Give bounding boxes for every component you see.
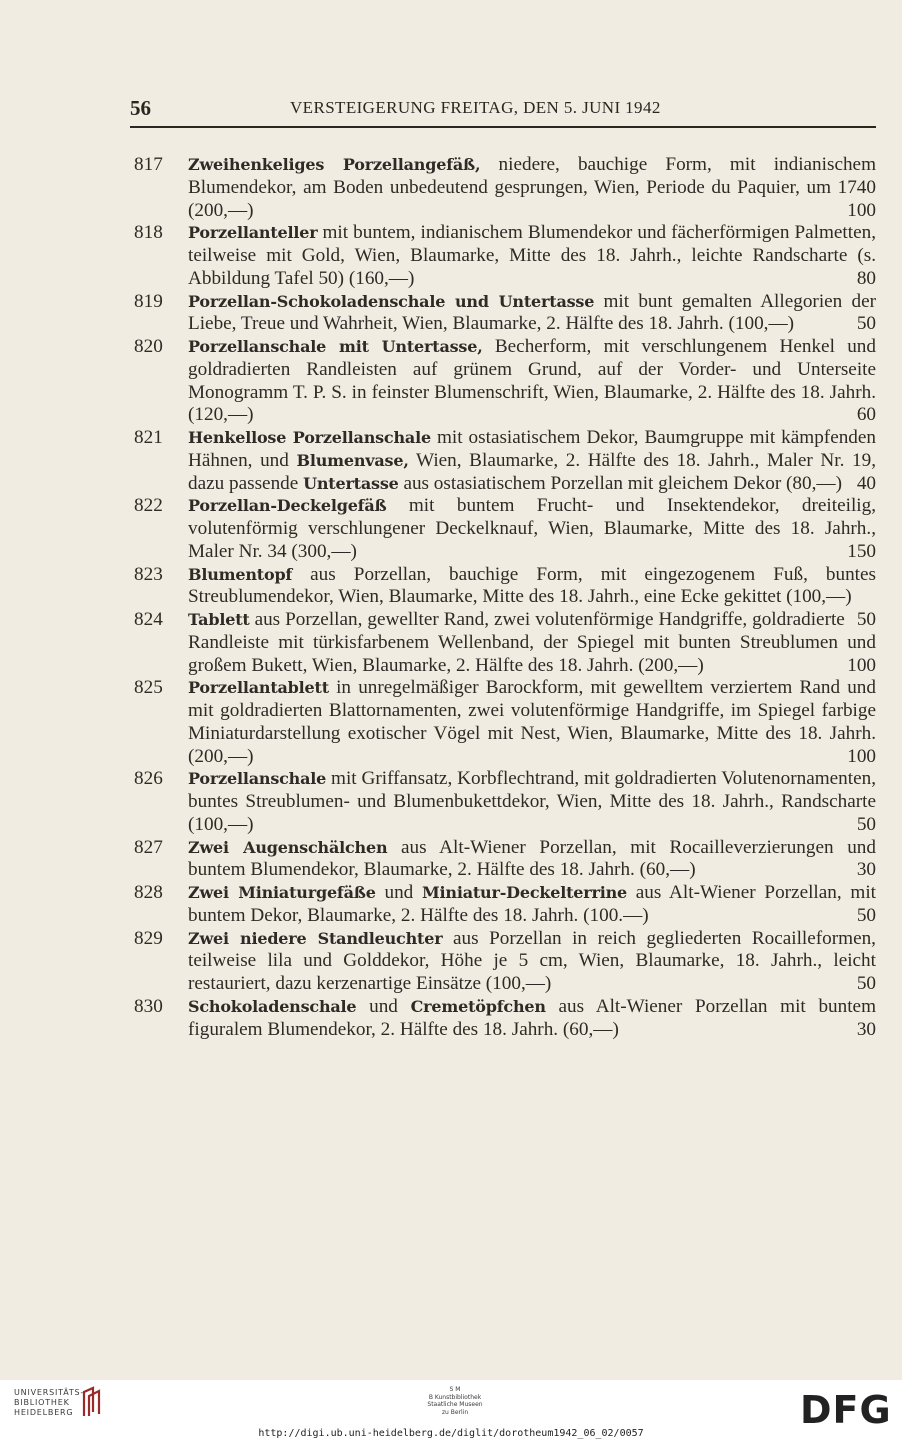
lot-number: 821 [134,427,163,448]
university-line: UNIVERSITÄTS- [14,1388,85,1397]
lot-number: 824 [134,609,163,630]
page-header [130,96,876,128]
lot-number: 826 [134,768,163,790]
lot-number: 830 [134,995,163,1017]
lot-number: 817 [134,154,163,175]
museum-line: B Kunstbibliothek [428,1393,482,1401]
lot-entry [130,222,876,290]
lot-price: 100 [847,199,876,221]
lot-price: 50 [856,973,876,994]
lot-description [188,677,876,768]
museum-line: S M [449,1386,461,1393]
lot-text: aus Alt-Wiener Porzellan mit buntem figuralem Blumendekor, 2. Hälfte des 18. Jahrh. (60,—) [188,995,877,1040]
university-library-text [14,1388,84,1418]
lot-text: mit buntem Frucht- und Insektendekor, dreiteilig, volutenförmig verschlungener Deckelknauf, Wien, Blaumarke, Mitte des 18. Jahrh., Maler Nr. 34 (300,—) [188,495,876,562]
lot-description [188,495,876,563]
university-logo-icon [80,1386,106,1418]
lot-entry [130,427,876,495]
lot-description [188,609,876,677]
lot-text: niedere, bauchige Form, mit indianischem Blumendekor, am Boden unbedeutend gesprungen, Wien, Periode du Paquier, um 1740 (200,—) [188,154,877,221]
page-number: 56 [130,96,151,120]
lot-entry [130,154,876,222]
lot-entry [130,996,876,1042]
lot-title: Porzellanschale mit Untertasse, [188,337,483,356]
lot-title: Porzellantablett [188,678,329,698]
university-line: HEIDELBERG [14,1408,74,1417]
lot-price: 50 [856,313,876,335]
auction-lot-list [130,154,876,1041]
running-head: VERSTEIGERUNG FREITAG, DEN 5. JUNI 1942 [290,98,661,117]
lot-text: und [356,995,411,1017]
lot-title: Zwei Augenschälchen [188,837,388,857]
lot-text: mit ostasiatischem Dekor, Baumgruppe mit kämpfenden Hähnen, und [188,427,877,471]
lot-title: Blumentopf [188,564,293,584]
lot-description [188,768,876,836]
lot-text: mit buntem, indianischem Blumendekor und fächerförmigen Palmetten, teilweise mit Gold, Wien, Blaumarke, Mitte des 18. Jahrh., leichte Randscharte (s. Abbildung Tafel 50) (160,—) [188,222,876,289]
lot-description [188,336,876,427]
lot-number: 820 [134,336,163,357]
lot-text: aus Alt-Wiener Porzellan, mit buntem Dekor, Blaumarke, 2. Hälfte des 18. Jahrh. (100.—) [188,882,876,926]
lot-title: Cremetöpfchen [410,996,546,1016]
lot-price: 30 [856,1018,876,1040]
lot-text: aus Alt-Wiener Porzellan, mit Rocailleverzierungen und buntem Blumendekor, Blaumarke, 2. Hälfte des 18. Jahrh. (60,—) [188,836,876,881]
lot-title: Porzellan-Deckelgefäß [188,496,387,516]
museum-line: zu Berlin [441,1408,469,1416]
lot-title: Miniatur-Deckelterrine [422,883,628,902]
lot-title: Porzellanschale [188,769,327,789]
digitization-footer [0,1380,902,1444]
lot-description [188,996,876,1042]
lot-price: 60 [856,404,876,426]
lot-description [188,154,876,222]
lot-price: 100 [847,654,876,676]
lot-text: in unregelmäßiger Barockform, mit gewelltem verziertem Rand und mit goldradierten Blattornamenten, zwei volutenförmige Handgriffe, im Spiegel farbige Miniaturdarstellung exotischer Vögel mit Nest, Wien, Blaumarke, Mitte des 18. Jahrh. (200,—) [188,677,876,767]
lot-number: 819 [134,290,163,312]
dfg-logo: DFG [800,1388,892,1432]
lot-number: 828 [134,882,163,903]
lot-price: 30 [856,859,876,881]
lot-title: Porzellanteller [188,223,318,243]
lot-text: mit Griffansatz, Korbflechtrand, mit goldradierten Volutenornamenten, buntes Streublumen- und Blumenbukettdekor, Wien, Mitte des 18. Jahrh., Randscharte (100,—) [188,768,876,835]
lot-description [188,427,876,495]
lot-text: aus Porzellan in reich gegliederten Rocailleformen, teilweise lila und Golddekor, Höhe je 5 cm, Wien, Blaumarke, 18. Jahrh., leicht restauriert, dazu kerzenartige Einsätze (100,—) [188,927,876,994]
lot-text: aus Porzellan, gewellter Rand, zwei volutenförmige Handgriffe, goldradierte Randleiste mit türkisfarbenem Wellenband, der Spiegel mit bunten Streublumen und großem Bukett, Wien, Blaumarke, 2. Hälfte des 18. Jahrh. (200,—) [188,609,876,676]
lot-entry [130,837,876,883]
lot-price: 40 [856,472,876,494]
lot-description [188,222,876,290]
museum-line: Staatliche Museen [427,1401,483,1408]
lot-entry [130,495,876,563]
lot-number: 827 [134,836,163,858]
source-url-link[interactable]: http://digi.ub.uni-heidelberg.de/diglit/dorotheum1942_06_02/0057 [258,1428,644,1439]
lot-text: aus Porzellan, bauchige Form, mit eingezogenem Fuß, buntes Streublumendekor, Wien, Blaumarke, Mitte des 18. Jahrh., eine Ecke gekittet (100,—) [188,563,876,608]
lot-title: Henkellose Porzellanschale [188,428,431,447]
university-line: BIBLIOTHEK [14,1398,70,1407]
lot-title: Blumenvase, [296,450,409,470]
lot-entry [130,609,876,677]
lot-title: Schokoladenschale [188,996,357,1016]
lot-text: und [375,882,422,903]
lot-description [188,882,876,928]
lot-entry [130,677,876,768]
lot-number: 822 [134,495,163,517]
lot-text: Wien, Blaumarke, 2. Hälfte des 18. Jahrh., Maler Nr. 19, dazu passende [188,449,876,494]
lot-number: 825 [134,677,163,699]
lot-title: Untertasse [303,473,399,493]
lot-text: aus ostasiatischem Porzellan mit gleichem Dekor (80,—) [398,472,842,494]
lot-entry [130,928,876,996]
lot-entry [130,768,876,836]
lot-description [188,928,876,996]
lot-title: Zwei niedere Standleuchter [188,928,443,948]
lot-price: 50 [856,904,876,926]
lot-entry [130,882,876,928]
lot-description [188,291,876,337]
lot-price: 80 [856,267,876,289]
lot-price: 100 [847,745,876,767]
lot-number: 818 [134,222,163,244]
lot-number: 823 [134,563,163,585]
lot-entry [130,336,876,427]
lot-title: Porzellan-Schokoladenschale und Untertasse [188,291,595,311]
lot-entry [130,291,876,337]
lot-description [188,837,876,883]
lot-price: 50 [856,609,876,630]
lot-title: Zweihenkeliges Porzellangefäß, [188,155,481,174]
lot-number: 829 [134,927,163,949]
museum-credit [400,1386,510,1416]
lot-title: Zwei Miniaturgefäße [188,883,376,902]
lot-title: Tablett [188,610,250,629]
lot-price: 50 [856,813,876,835]
lot-text: Becherform, mit verschlungenem Henkel und goldradierten Randleisten auf grünem Grund, auf der Vorder- und Unterseite Monogramm T. P. S. in feinster Blumenschrift, Wien, Blaumarke, 2. Hälfte des 18. Jahrh. (120,—) [188,336,876,426]
lot-price: 150 [847,540,876,562]
lot-text: mit bunt gemalten Allegorien der Liebe, Treue und Wahrheit, Wien, Blaumarke, 2. Hälfte des 18. Jahrh. (100,—) [188,290,877,335]
